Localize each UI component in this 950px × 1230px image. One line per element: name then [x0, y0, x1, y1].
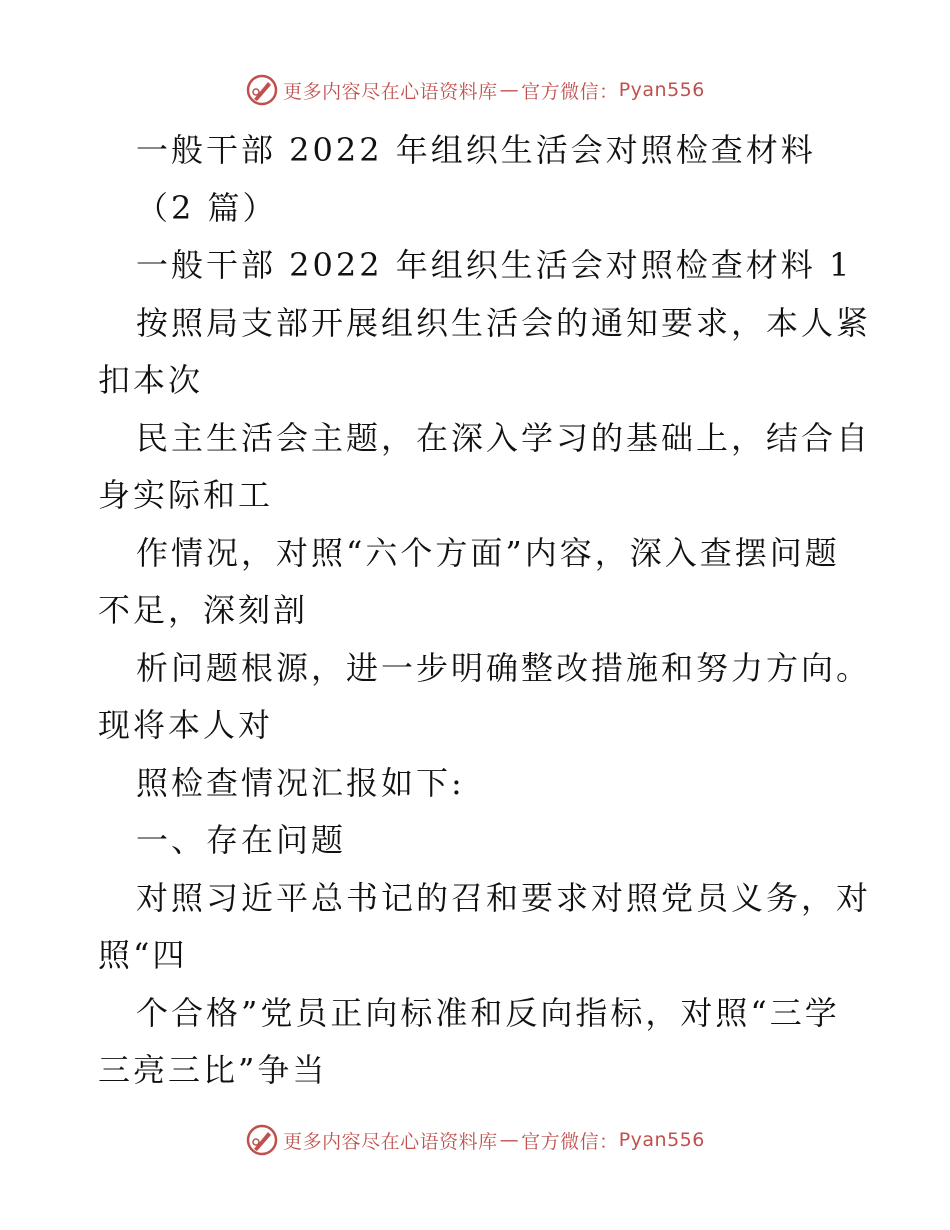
banner-brand-text: 更多内容尽在心语资料库	[283, 80, 498, 103]
section-heading: 一、存在问题	[136, 821, 347, 859]
paragraph-line: 作情况，对照“六个方面”内容，深入查摆问题	[136, 533, 840, 572]
paragraph-line: 析问题根源，进一步明确整改措施和努力方向。	[136, 648, 872, 687]
paragraph-line: 民主生活会主题，在深入学习的基础上，结合自	[136, 418, 872, 457]
paragraph-line: 个合格”党员正向标准和反向指标，对照“三学	[136, 993, 840, 1032]
paragraph-line: 按照局支部开展组织生活会的通知要求，本人紧	[136, 303, 872, 342]
footer-banner	[0, 1118, 950, 1162]
paragraph-line: 照“四	[98, 936, 188, 974]
header-banner	[0, 68, 950, 112]
banner-separator: —	[499, 79, 520, 101]
paragraph-line: 三亮三比”争当	[98, 1051, 328, 1089]
paragraph-line: 现将本人对	[98, 706, 274, 744]
paragraph-line: 不足，深刻剖	[98, 591, 309, 629]
paragraph-line: 照检查情况汇报如下:	[136, 763, 465, 802]
paragraph-line: 扣本次	[98, 361, 204, 399]
banner-separator: —	[499, 1129, 520, 1151]
paragraph-line: 对照习近平总书记的召和要求对照党员义务，对	[136, 878, 872, 917]
doc-title-subline: （2 篇）	[136, 188, 278, 227]
document-body	[98, 122, 872, 1100]
banner-wechat-id: Pyan556	[618, 1129, 705, 1151]
pen-logo-icon	[245, 73, 279, 107]
pen-logo-icon	[245, 1123, 279, 1157]
banner-wechat-label: 官方微信：	[521, 80, 619, 103]
paragraph-line: 身实际和工	[98, 476, 274, 514]
banner-wechat-label: 官方微信：	[521, 1130, 619, 1153]
banner-wechat-id: Pyan556	[618, 79, 705, 101]
banner-brand-text: 更多内容尽在心语资料库	[283, 1130, 498, 1153]
doc-section-heading: 一般干部 2022 年组织生活会对照检查材料 1	[136, 246, 853, 284]
doc-title-line: 一般干部 2022 年组织生活会对照检查材料	[136, 131, 816, 169]
